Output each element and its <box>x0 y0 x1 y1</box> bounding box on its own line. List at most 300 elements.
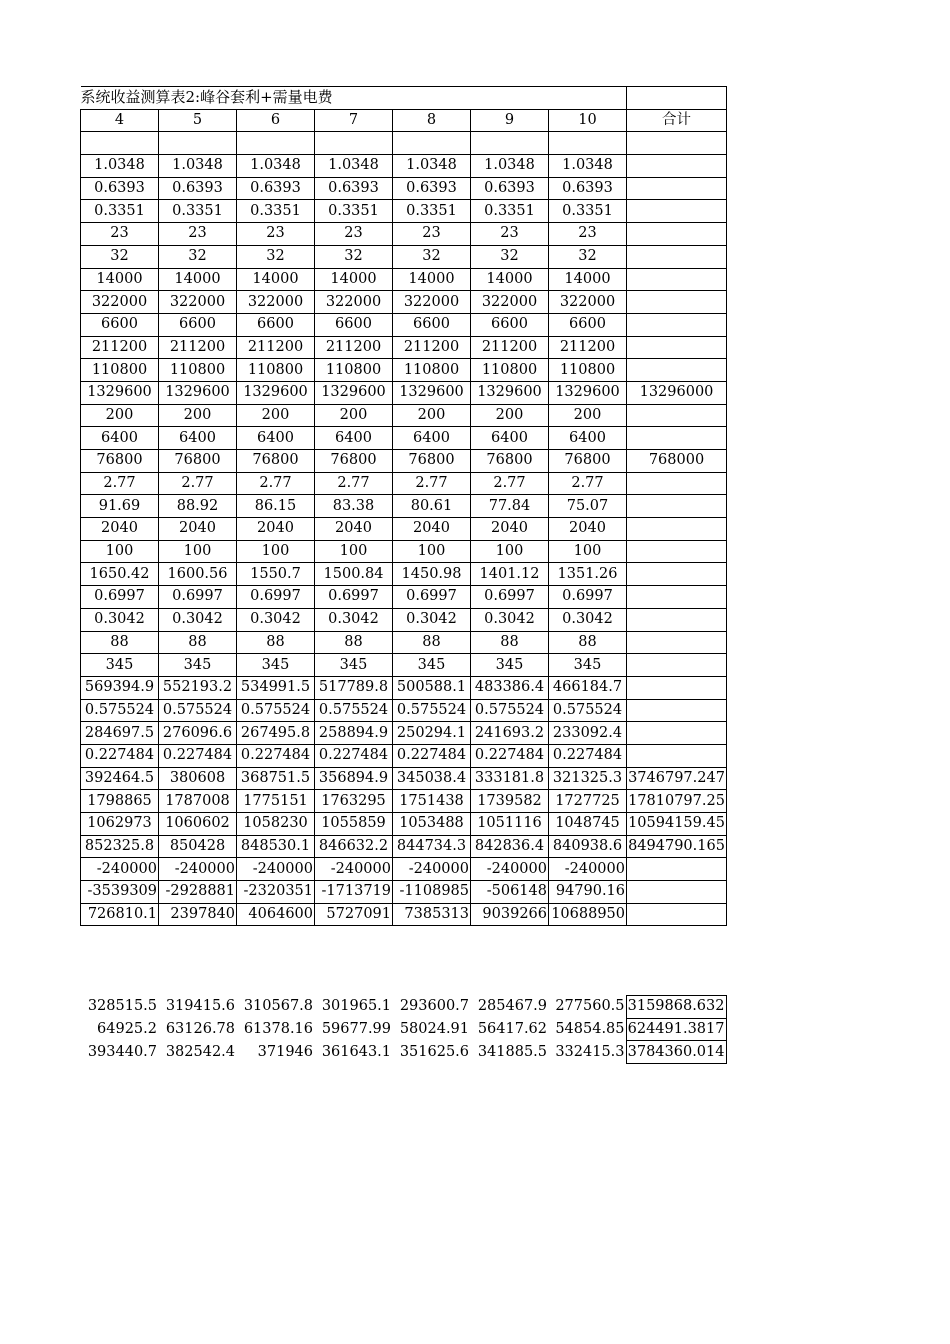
table-cell: 211200 <box>81 336 159 359</box>
total-cell <box>627 518 727 541</box>
table-cell: 0.3351 <box>393 200 471 223</box>
table-cell: 88.92 <box>159 495 237 518</box>
table-cell: 2040 <box>315 518 393 541</box>
total-cell <box>627 563 727 586</box>
table-cell: -240000 <box>549 858 627 881</box>
table-cell: 6400 <box>159 427 237 450</box>
table-cell: 322000 <box>159 291 237 314</box>
total-cell <box>627 268 727 291</box>
table-cell: 1062973 <box>81 813 159 836</box>
table-row <box>81 472 727 495</box>
table-row <box>81 132 727 155</box>
table-row <box>81 608 727 631</box>
summary-total-cell: 624491.3817 <box>626 1018 726 1041</box>
table-cell: 552193.2 <box>159 676 237 699</box>
table-cell: 322000 <box>471 291 549 314</box>
column-header: 8 <box>393 109 471 132</box>
table-cell: 1739582 <box>471 790 549 813</box>
table-cell: 0.6997 <box>471 586 549 609</box>
table-cell: 345 <box>315 654 393 677</box>
total-cell <box>627 858 727 881</box>
table-cell: 76800 <box>81 450 159 473</box>
table-cell: 1.0348 <box>471 155 549 178</box>
title-empty-cell <box>627 87 727 110</box>
table-cell <box>81 132 159 155</box>
table-cell: 1787008 <box>159 790 237 813</box>
total-cell <box>627 540 727 563</box>
table-cell: 32 <box>393 245 471 268</box>
summary-total-cell: 3159868.632 <box>626 996 726 1019</box>
table-cell: 0.227484 <box>549 744 627 767</box>
table-cell: 2.77 <box>237 472 315 495</box>
table-cell <box>159 132 237 155</box>
table-cell: 9039266 <box>471 903 549 926</box>
table-cell: -3539309 <box>81 881 159 904</box>
table-cell: 2040 <box>471 518 549 541</box>
table-cell: 76800 <box>393 450 471 473</box>
table-row <box>81 676 727 699</box>
table-cell: 88 <box>549 631 627 654</box>
table-cell: 91.69 <box>81 495 159 518</box>
table-cell: 0.227484 <box>81 744 159 767</box>
table-cell: 6400 <box>393 427 471 450</box>
table-row <box>81 427 727 450</box>
table-cell: 1048745 <box>549 813 627 836</box>
table-cell: 110800 <box>393 359 471 382</box>
summary-cell: 59677.99 <box>321 1021 391 1038</box>
summary-cell: 332415.3 <box>555 1043 625 1060</box>
table-cell: 500588.1 <box>393 676 471 699</box>
table-cell: 0.6997 <box>159 586 237 609</box>
table-cell: 0.227484 <box>471 744 549 767</box>
summary-cell: 341885.5 <box>477 1043 547 1060</box>
table-cell: 0.3042 <box>471 608 549 631</box>
table-cell: 276096.6 <box>159 722 237 745</box>
total-cell <box>627 903 727 926</box>
table-cell: 848530.1 <box>237 835 315 858</box>
table-cell: 32 <box>81 245 159 268</box>
total-cell: 13296000 <box>627 381 727 404</box>
summary-cell: 58024.91 <box>399 1021 469 1038</box>
table-cell: 356894.9 <box>315 767 393 790</box>
total-cell: 17810797.25 <box>627 790 727 813</box>
table-cell: 211200 <box>315 336 393 359</box>
total-cell: 3746797.247 <box>627 767 727 790</box>
table-cell: 1055859 <box>315 813 393 836</box>
table-cell: 1.0348 <box>393 155 471 178</box>
table-cell: 0.3042 <box>315 608 393 631</box>
table-cell: 368751.5 <box>237 767 315 790</box>
table-cell: 1329600 <box>237 381 315 404</box>
total-cell <box>627 495 727 518</box>
table-row <box>81 813 727 836</box>
table-cell: 88 <box>471 631 549 654</box>
column-header: 6 <box>237 109 315 132</box>
summary-row <box>80 1041 726 1064</box>
table-cell: 1.0348 <box>549 155 627 178</box>
table-cell: 88 <box>159 631 237 654</box>
table-cell: 14000 <box>315 268 393 291</box>
total-cell <box>627 631 727 654</box>
table-cell: 88 <box>81 631 159 654</box>
table-cell: 5727091 <box>315 903 393 926</box>
summary-cell: 61378.16 <box>243 1021 313 1038</box>
table-cell: 6600 <box>237 313 315 336</box>
summary-cell: 285467.9 <box>477 998 547 1015</box>
table-cell: 0.575524 <box>549 699 627 722</box>
table-cell: 6600 <box>81 313 159 336</box>
table-cell: 1727725 <box>549 790 627 813</box>
table-cell: 1329600 <box>159 381 237 404</box>
table-cell: 32 <box>471 245 549 268</box>
table-cell: 0.6393 <box>549 177 627 200</box>
table-cell: 1351.26 <box>549 563 627 586</box>
table-cell: 380608 <box>159 767 237 790</box>
table-row <box>81 540 727 563</box>
table-cell: 6600 <box>159 313 237 336</box>
table-cell: 345 <box>471 654 549 677</box>
table-cell: 86.15 <box>237 495 315 518</box>
table-cell: 2.77 <box>393 472 471 495</box>
table-cell: 322000 <box>237 291 315 314</box>
table-cell: 844734.3 <box>393 835 471 858</box>
table-row <box>81 381 727 404</box>
summary-cell: 54854.85 <box>555 1021 625 1038</box>
table-cell: 88 <box>393 631 471 654</box>
table-cell: 322000 <box>81 291 159 314</box>
table-cell: 840938.6 <box>549 835 627 858</box>
table-cell: 241693.2 <box>471 722 549 745</box>
table-cell: 6600 <box>549 313 627 336</box>
total-cell <box>627 336 727 359</box>
table-cell: 345 <box>549 654 627 677</box>
total-cell <box>627 359 727 382</box>
table-cell: 6400 <box>81 427 159 450</box>
revenue-table <box>80 86 727 926</box>
table-cell: 267495.8 <box>237 722 315 745</box>
table-cell: 77.84 <box>471 495 549 518</box>
table-cell: 726810.1 <box>81 903 159 926</box>
table-cell: 6400 <box>549 427 627 450</box>
table-cell: 200 <box>237 404 315 427</box>
table-cell: 0.227484 <box>237 744 315 767</box>
table-row <box>81 291 727 314</box>
table-cell: 6600 <box>393 313 471 336</box>
table-cell: 200 <box>549 404 627 427</box>
table-cell: 333181.8 <box>471 767 549 790</box>
table-cell: -1108985 <box>393 881 471 904</box>
table-cell: -2928881 <box>159 881 237 904</box>
table-cell: 1.0348 <box>315 155 393 178</box>
table-cell: 32 <box>159 245 237 268</box>
table-row <box>81 313 727 336</box>
table-cell: 0.6997 <box>81 586 159 609</box>
title-row <box>81 87 727 110</box>
summary-total-cell: 3784360.014 <box>626 1041 726 1064</box>
table-row <box>81 245 727 268</box>
table-row <box>81 858 727 881</box>
table-cell: 1751438 <box>393 790 471 813</box>
total-cell <box>627 699 727 722</box>
table-cell: 100 <box>315 540 393 563</box>
table-cell: 2.77 <box>81 472 159 495</box>
table-cell: 10688950 <box>549 903 627 926</box>
table-cell: 200 <box>159 404 237 427</box>
total-cell <box>627 881 727 904</box>
table-cell: 211200 <box>549 336 627 359</box>
total-cell <box>627 676 727 699</box>
total-cell <box>627 608 727 631</box>
table-cell: 0.6997 <box>315 586 393 609</box>
table-row <box>81 881 727 904</box>
table-cell: 1650.42 <box>81 563 159 586</box>
table-cell: 852325.8 <box>81 835 159 858</box>
summary-cell: 63126.78 <box>165 1021 235 1038</box>
table-cell: 1401.12 <box>471 563 549 586</box>
table-cell: 0.6393 <box>393 177 471 200</box>
table-cell: 1.0348 <box>159 155 237 178</box>
total-cell <box>627 245 727 268</box>
table-row <box>81 654 727 677</box>
table-cell <box>237 132 315 155</box>
table-row <box>81 722 727 745</box>
table-cell: 110800 <box>159 359 237 382</box>
table-cell: 1329600 <box>81 381 159 404</box>
table-cell: 284697.5 <box>81 722 159 745</box>
table-cell: 76800 <box>549 450 627 473</box>
table-cell: 345 <box>81 654 159 677</box>
table-cell: 1775151 <box>237 790 315 813</box>
table-cell: 345 <box>237 654 315 677</box>
table-cell: 23 <box>81 223 159 246</box>
table-cell: 0.575524 <box>393 699 471 722</box>
table-cell: 100 <box>81 540 159 563</box>
table-cell: 100 <box>237 540 315 563</box>
table-cell: 211200 <box>237 336 315 359</box>
table-cell: -240000 <box>237 858 315 881</box>
table-cell: 110800 <box>315 359 393 382</box>
table-cell: 2.77 <box>471 472 549 495</box>
table-cell: 322000 <box>549 291 627 314</box>
table-cell: 0.3042 <box>393 608 471 631</box>
total-cell <box>627 200 727 223</box>
table-cell: 6400 <box>471 427 549 450</box>
table-cell <box>315 132 393 155</box>
table-row <box>81 563 727 586</box>
summary-cell: 371946 <box>257 1043 313 1060</box>
table-cell: 1798865 <box>81 790 159 813</box>
table-cell: 23 <box>471 223 549 246</box>
table-cell: 1329600 <box>315 381 393 404</box>
table-cell: 2040 <box>549 518 627 541</box>
table-cell: 1600.56 <box>159 563 237 586</box>
total-cell <box>627 155 727 178</box>
table-cell: 1058230 <box>237 813 315 836</box>
summary-cell: 56417.62 <box>477 1021 547 1038</box>
table-cell: 1763295 <box>315 790 393 813</box>
table-cell: 569394.9 <box>81 676 159 699</box>
table-cell: 7385313 <box>393 903 471 926</box>
table-cell: 32 <box>315 245 393 268</box>
table-cell: 94790.16 <box>549 881 627 904</box>
table-cell: 850428 <box>159 835 237 858</box>
table-row <box>81 835 727 858</box>
table-cell: 0.3351 <box>81 200 159 223</box>
table-cell: 0.3042 <box>549 608 627 631</box>
table-cell: 14000 <box>393 268 471 291</box>
total-cell <box>627 722 727 745</box>
summary-cell: 328515.5 <box>87 998 157 1015</box>
table-cell: 83.38 <box>315 495 393 518</box>
table-cell: 0.3351 <box>549 200 627 223</box>
table-cell: 842836.4 <box>471 835 549 858</box>
table-row <box>81 450 727 473</box>
table-cell: 0.3351 <box>315 200 393 223</box>
table-cell: 200 <box>471 404 549 427</box>
total-cell <box>627 427 727 450</box>
table-cell: 32 <box>237 245 315 268</box>
table-cell: 466184.7 <box>549 676 627 699</box>
sheet-title: 系统收益测算表2:峰谷套利+需量电费 <box>81 87 627 110</box>
table-cell: 6600 <box>471 313 549 336</box>
table-cell: 345038.4 <box>393 767 471 790</box>
table-cell: 0.575524 <box>471 699 549 722</box>
table-cell: 517789.8 <box>315 676 393 699</box>
table-cell: 110800 <box>81 359 159 382</box>
total-cell <box>627 223 727 246</box>
table-cell: 0.227484 <box>393 744 471 767</box>
table-row <box>81 586 727 609</box>
total-cell <box>627 177 727 200</box>
table-cell: 100 <box>393 540 471 563</box>
summary-row <box>80 996 726 1019</box>
table-cell: 0.575524 <box>159 699 237 722</box>
table-cell: -240000 <box>159 858 237 881</box>
summary-cell: 310567.8 <box>243 998 313 1015</box>
table-cell: 846632.2 <box>315 835 393 858</box>
table-cell: 14000 <box>237 268 315 291</box>
table-cell: 88 <box>237 631 315 654</box>
table-cell: 345 <box>393 654 471 677</box>
summary-cell: 393440.7 <box>87 1043 157 1060</box>
table-row <box>81 359 727 382</box>
table-cell: 2.77 <box>549 472 627 495</box>
table-cell: 0.3351 <box>159 200 237 223</box>
table-row <box>81 268 727 291</box>
table-cell: 534991.5 <box>237 676 315 699</box>
table-cell: 1.0348 <box>237 155 315 178</box>
table-cell: 0.6393 <box>315 177 393 200</box>
table-cell: 1500.84 <box>315 563 393 586</box>
table-cell: 211200 <box>471 336 549 359</box>
table-cell: -240000 <box>81 858 159 881</box>
table-cell: 2397840 <box>159 903 237 926</box>
total-cell <box>627 472 727 495</box>
table-cell: 233092.4 <box>549 722 627 745</box>
table-cell: 14000 <box>549 268 627 291</box>
table-cell: 76800 <box>237 450 315 473</box>
table-cell: -240000 <box>471 858 549 881</box>
table-cell: -240000 <box>315 858 393 881</box>
summary-table <box>80 995 727 1064</box>
summary-cell: 293600.7 <box>399 998 469 1015</box>
table-cell: 14000 <box>159 268 237 291</box>
table-cell: 0.6997 <box>237 586 315 609</box>
table-cell: 322000 <box>393 291 471 314</box>
table-cell: 110800 <box>549 359 627 382</box>
summary-cell: 277560.5 <box>555 998 625 1015</box>
table-cell: 23 <box>159 223 237 246</box>
total-cell <box>627 313 727 336</box>
summary-cell: 382542.4 <box>165 1043 235 1060</box>
table-row <box>81 200 727 223</box>
table-cell: 200 <box>81 404 159 427</box>
table-cell: 0.6997 <box>393 586 471 609</box>
table-row <box>81 744 727 767</box>
table-cell: 0.575524 <box>237 699 315 722</box>
table-cell: 0.6997 <box>549 586 627 609</box>
table-cell: 32 <box>549 245 627 268</box>
table-cell: 1053488 <box>393 813 471 836</box>
table-cell: 23 <box>549 223 627 246</box>
total-cell <box>627 654 727 677</box>
summary-cell: 64925.2 <box>97 1021 157 1038</box>
table-cell: 2.77 <box>159 472 237 495</box>
table-cell: -1713719 <box>315 881 393 904</box>
table-cell: 250294.1 <box>393 722 471 745</box>
table-cell: 392464.5 <box>81 767 159 790</box>
table-cell: 2.77 <box>315 472 393 495</box>
table-cell: 0.3351 <box>471 200 549 223</box>
table-cell: 100 <box>471 540 549 563</box>
table-cell: 0.6393 <box>471 177 549 200</box>
column-header: 9 <box>471 109 549 132</box>
table-cell: 2040 <box>159 518 237 541</box>
table-row <box>81 223 727 246</box>
header-row <box>81 109 727 132</box>
table-cell: 483386.4 <box>471 676 549 699</box>
column-header: 4 <box>81 109 159 132</box>
table-cell: 0.227484 <box>159 744 237 767</box>
table-cell: 0.3042 <box>81 608 159 631</box>
summary-row <box>80 1018 726 1041</box>
table-cell: 23 <box>393 223 471 246</box>
table-cell: 14000 <box>81 268 159 291</box>
table-cell: 258894.9 <box>315 722 393 745</box>
table-cell: 110800 <box>471 359 549 382</box>
table-cell: 75.07 <box>549 495 627 518</box>
table-cell <box>393 132 471 155</box>
table-cell: 322000 <box>315 291 393 314</box>
column-header-total: 合计 <box>627 109 727 132</box>
total-cell: 10594159.45 <box>627 813 727 836</box>
table-row <box>81 631 727 654</box>
table-cell: 1060602 <box>159 813 237 836</box>
summary-cell: 301965.1 <box>321 998 391 1015</box>
table-row <box>81 177 727 200</box>
table-cell: 0.575524 <box>81 699 159 722</box>
table-cell: 0.3042 <box>237 608 315 631</box>
table-cell: 23 <box>237 223 315 246</box>
column-header: 5 <box>159 109 237 132</box>
table-cell: 345 <box>159 654 237 677</box>
spreadsheet <box>80 86 727 926</box>
table-cell: 211200 <box>393 336 471 359</box>
table-cell: 200 <box>393 404 471 427</box>
table-cell: 1329600 <box>393 381 471 404</box>
table-cell: 110800 <box>237 359 315 382</box>
table-cell: 0.3042 <box>159 608 237 631</box>
